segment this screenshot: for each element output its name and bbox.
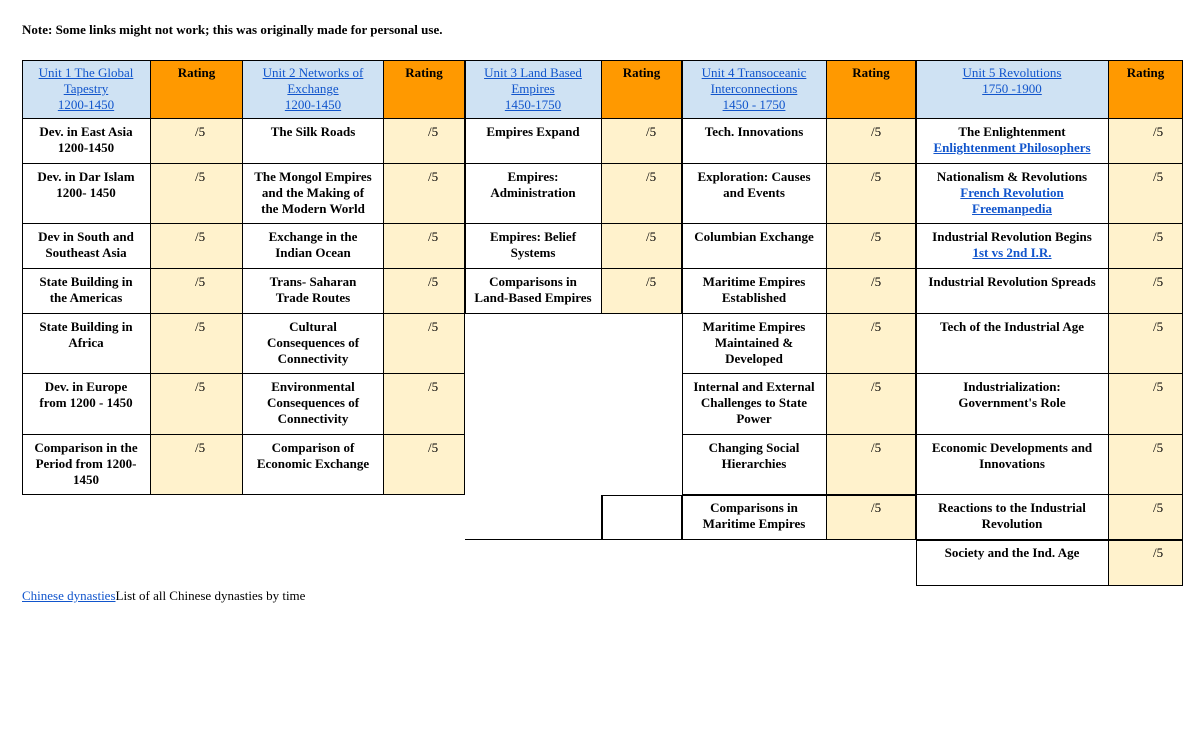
u1-topic-2-line: Dev. in Dar Islam bbox=[37, 169, 135, 184]
u1-topic-1 bbox=[22, 119, 151, 164]
u5-topic-4 bbox=[916, 269, 1109, 314]
u4-topic-5 bbox=[682, 314, 827, 374]
header-unit-2-l1[interactable]: Unit 2 Networks of bbox=[262, 65, 364, 80]
chinese-dynasties-link[interactable]: Chinese dynasties bbox=[22, 588, 116, 603]
u5-topic-title: Industrial Revolution Spreads bbox=[928, 274, 1096, 289]
u5-topic-title2: Government's Role bbox=[958, 395, 1066, 410]
u5-topic-link[interactable]: Freemanpedia bbox=[972, 201, 1052, 216]
footer bbox=[22, 588, 305, 604]
u5-topic-link[interactable]: Enlightenment Philosophers bbox=[933, 140, 1091, 155]
header-unit-4[interactable] bbox=[682, 60, 827, 119]
u1-topic-7-line: Period from 1200- bbox=[35, 456, 137, 471]
u2-topic-5-line: Consequences of bbox=[266, 335, 360, 350]
u1-rating-7[interactable]: /5 bbox=[151, 435, 243, 495]
u4-topic-5-line: Maintained & bbox=[714, 335, 794, 350]
u3-topic-1-line: Empires Expand bbox=[486, 124, 580, 139]
u1-topic-5 bbox=[22, 314, 151, 374]
u3-topic-2-line: Empires: bbox=[507, 169, 559, 184]
u5-topic-title: Tech of the Industrial Age bbox=[940, 319, 1084, 334]
u2-topic-7 bbox=[243, 435, 384, 495]
u2-topic-6 bbox=[243, 374, 384, 435]
u1-topic-6-line: from 1200 - 1450 bbox=[39, 395, 133, 410]
header-unit-1-l2[interactable]: Tapestry bbox=[63, 81, 109, 96]
u2-topic-1-line: The Silk Roads bbox=[270, 124, 356, 139]
u5-topic-title2: Innovations bbox=[979, 456, 1045, 471]
u5-topic-title: Economic Developments and bbox=[931, 440, 1093, 455]
header-unit-5[interactable] bbox=[916, 60, 1109, 119]
u2-topic-6-line: Consequences of bbox=[266, 395, 360, 410]
u4-topic-7-line: Hierarchies bbox=[721, 456, 787, 471]
u3-rating-2[interactable]: /5 bbox=[602, 164, 682, 224]
u5-topic-title: Industrial Revolution Begins bbox=[932, 229, 1092, 244]
u4-rating-3[interactable]: /5 bbox=[827, 224, 916, 269]
u4-topic-6-line: Challenges to State bbox=[700, 395, 808, 410]
header-rating-1: Rating bbox=[151, 60, 243, 119]
u4-topic-5-line: Maritime Empires bbox=[702, 319, 806, 334]
header-unit-2[interactable] bbox=[243, 60, 384, 119]
u5-topic-5 bbox=[916, 314, 1109, 374]
u1-topic-7-line: Comparison in the bbox=[34, 440, 138, 455]
header-rating-4: Rating bbox=[827, 60, 916, 119]
u5-topic-title2: Revolution bbox=[981, 516, 1043, 531]
u2-rating-5[interactable]: /5 bbox=[384, 314, 465, 374]
u2-topic-2-line: the Modern World bbox=[261, 201, 365, 216]
header-rating-2: Rating bbox=[384, 60, 465, 119]
header-unit-3-l3[interactable]: 1450-1750 bbox=[504, 97, 562, 112]
header-unit-2-l2[interactable]: Exchange bbox=[287, 81, 339, 96]
u3-topic-1 bbox=[465, 119, 602, 164]
header-unit-3-l2[interactable]: Empires bbox=[511, 81, 555, 96]
u2-topic-3-line: Exchange in the bbox=[268, 229, 358, 244]
u1-topic-1-line: Dev. in East Asia bbox=[39, 124, 133, 139]
u2-rating-3[interactable]: /5 bbox=[384, 224, 465, 269]
u4-rating-7[interactable]: /5 bbox=[827, 435, 916, 495]
u4-topic-8-line: Maritime Empires bbox=[702, 516, 806, 531]
u2-rating-1[interactable]: /5 bbox=[384, 119, 465, 164]
u2-topic-4-line: Trade Routes bbox=[275, 290, 351, 305]
u2-topic-3-line: Indian Ocean bbox=[275, 245, 351, 260]
header-rating-3: Rating bbox=[602, 60, 682, 119]
u2-rating-6[interactable]: /5 bbox=[384, 374, 465, 435]
u1-topic-2 bbox=[22, 164, 151, 224]
u1-topic-2-line: 1200- 1450 bbox=[56, 185, 116, 200]
u4-topic-6-line: Power bbox=[736, 411, 772, 426]
u3-topic-3-line: Empires: Belief bbox=[489, 229, 577, 244]
u5-topic-title: Industrialization: bbox=[963, 379, 1061, 394]
u3-rating-4[interactable]: /5 bbox=[602, 269, 682, 314]
u2-rating-4[interactable]: /5 bbox=[384, 269, 465, 314]
u5-topic-6 bbox=[916, 374, 1109, 435]
u4-topic-1 bbox=[682, 119, 827, 164]
u5-rating-5[interactable]: /5 bbox=[1109, 314, 1183, 374]
u5-topic-9 bbox=[916, 540, 1109, 586]
page-note: Note: Some links might not work; this was originally made for personal use. bbox=[22, 22, 443, 37]
u5-rating-1[interactable]: /5 bbox=[1109, 119, 1183, 164]
header-unit-4-l3[interactable]: 1450 - 1750 bbox=[722, 97, 786, 112]
u3-topic-3 bbox=[465, 224, 602, 269]
header-unit-1[interactable] bbox=[22, 60, 151, 119]
u3-topic-2-line: Administration bbox=[490, 185, 576, 200]
u4-topic-2-line: Exploration: Causes bbox=[697, 169, 811, 184]
u4-topic-4-line: Established bbox=[721, 290, 787, 305]
u5-topic-link[interactable]: 1st vs 2nd I.R. bbox=[972, 245, 1052, 260]
u3-topic-3-line: Systems bbox=[510, 245, 556, 260]
header-unit-3[interactable] bbox=[465, 60, 602, 119]
u4-rating-6[interactable]: /5 bbox=[827, 374, 916, 435]
u2-rating-2[interactable]: /5 bbox=[384, 164, 465, 224]
u4-rating-1[interactable]: /5 bbox=[827, 119, 916, 164]
u1-topic-4-line: the Americas bbox=[49, 290, 123, 305]
u4-topic-8-line: Comparisons in bbox=[710, 500, 798, 515]
u4-topic-5-line: Developed bbox=[725, 351, 783, 366]
u4-rating-8[interactable]: /5 bbox=[827, 495, 916, 540]
u4-topic-3-line: Columbian Exchange bbox=[694, 229, 814, 244]
u5-topic-title: The Enlightenment bbox=[958, 124, 1066, 139]
u1-topic-3 bbox=[22, 224, 151, 269]
u5-rating-8[interactable]: /5 bbox=[1109, 495, 1183, 540]
u3-topic-2 bbox=[465, 164, 602, 224]
u1-rating-5[interactable]: /5 bbox=[151, 314, 243, 374]
header-unit-4-l1[interactable]: Unit 4 Transoceanic bbox=[701, 65, 807, 80]
u5-topic-7 bbox=[916, 435, 1109, 495]
u5-topic-1 bbox=[916, 119, 1109, 164]
u2-topic-5 bbox=[243, 314, 384, 374]
u3-topic-4-line: Comparisons in bbox=[489, 274, 577, 289]
u5-rating-7[interactable]: /5 bbox=[1109, 435, 1183, 495]
u1-topic-5-line: Africa bbox=[68, 335, 104, 350]
u4-topic-8 bbox=[682, 495, 827, 540]
u2-topic-6-line: Connectivity bbox=[277, 411, 349, 426]
u5-topic-8 bbox=[916, 495, 1109, 540]
u1-topic-4-line: State Building in bbox=[39, 274, 133, 289]
u2-topic-6-line: Environmental bbox=[271, 379, 355, 394]
u1-topic-4 bbox=[22, 269, 151, 314]
u2-topic-2-line: and the Making of bbox=[261, 185, 365, 200]
u2-topic-1 bbox=[243, 119, 384, 164]
u1-topic-7-line: 1450 bbox=[73, 472, 99, 487]
u4-topic-4-line: Maritime Empires bbox=[702, 274, 806, 289]
header-unit-1-l3[interactable]: 1200-1450 bbox=[57, 97, 115, 112]
u2-topic-3 bbox=[243, 224, 384, 269]
u5-topic-title: Reactions to the Industrial bbox=[938, 500, 1086, 515]
u1-topic-5-line: State Building in bbox=[39, 319, 133, 334]
u2-topic-7-line: Comparison of bbox=[271, 440, 355, 455]
u1-topic-6 bbox=[22, 374, 151, 435]
u4-topic-7 bbox=[682, 435, 827, 495]
u5-topic-3 bbox=[916, 224, 1109, 269]
u3-empty-cell bbox=[465, 495, 602, 540]
u2-topic-4-line: Trans- Saharan bbox=[269, 274, 357, 289]
u4-topic-4 bbox=[682, 269, 827, 314]
u1-rating-6[interactable]: /5 bbox=[151, 374, 243, 435]
u4-rating-2[interactable]: /5 bbox=[827, 164, 916, 224]
header-unit-5-l2[interactable]: 1750 -1900 bbox=[982, 81, 1042, 96]
u4-topic-2-line: and Events bbox=[723, 185, 785, 200]
u4-topic-3 bbox=[682, 224, 827, 269]
u5-rating-6[interactable]: /5 bbox=[1109, 374, 1183, 435]
u3-rating-3[interactable]: /5 bbox=[602, 224, 682, 269]
u2-topic-2-line: The Mongol Empires bbox=[254, 169, 372, 184]
u2-topic-5-line: Connectivity bbox=[277, 351, 349, 366]
u5-rating-3[interactable]: /5 bbox=[1109, 224, 1183, 269]
u3-topic-4-line: Land-Based Empires bbox=[474, 290, 592, 305]
u5-rating-2[interactable]: /5 bbox=[1109, 164, 1183, 224]
u2-topic-7-line: Economic Exchange bbox=[256, 456, 370, 471]
u2-topic-4 bbox=[243, 269, 384, 314]
header-unit-2-l3[interactable]: 1200-1450 bbox=[284, 97, 342, 112]
u1-topic-3-line: Dev in South and bbox=[38, 229, 134, 244]
u5-topic-title: Nationalism & Revolutions bbox=[936, 169, 1088, 184]
u5-topic-title: Society and the Ind. Age bbox=[944, 545, 1080, 560]
u1-topic-7 bbox=[22, 435, 151, 495]
u3-rating-1[interactable]: /5 bbox=[602, 119, 682, 164]
u1-topic-6-line: Dev. in Europe bbox=[44, 379, 128, 394]
u1-rating-1[interactable]: /5 bbox=[151, 119, 243, 164]
u4-rating-4[interactable]: /5 bbox=[827, 269, 916, 314]
header-unit-1-l1[interactable]: Unit 1 The Global bbox=[38, 65, 134, 80]
u4-topic-2 bbox=[682, 164, 827, 224]
u1-topic-3-line: Southeast Asia bbox=[45, 245, 127, 260]
u1-rating-2[interactable]: /5 bbox=[151, 164, 243, 224]
header-rating-5: Rating bbox=[1109, 60, 1183, 119]
header-unit-3-l1[interactable]: Unit 3 Land Based bbox=[484, 65, 582, 80]
u4-topic-6-line: Internal and External bbox=[693, 379, 815, 394]
u5-topic-link[interactable]: French Revolution bbox=[960, 185, 1064, 200]
u4-topic-7-line: Changing Social bbox=[708, 440, 800, 455]
u5-topic-2 bbox=[916, 164, 1109, 224]
u1-rating-3[interactable]: /5 bbox=[151, 224, 243, 269]
u5-rating-9[interactable]: /5 bbox=[1109, 540, 1183, 586]
u2-rating-7[interactable]: /5 bbox=[384, 435, 465, 495]
u5-rating-4[interactable]: /5 bbox=[1109, 269, 1183, 314]
header-unit-4-l2[interactable]: Interconnections bbox=[710, 81, 798, 96]
u2-topic-2 bbox=[243, 164, 384, 224]
footer-text: List of all Chinese dynasties by time bbox=[115, 588, 306, 603]
u4-topic-1-line: Tech. Innovations bbox=[704, 124, 804, 139]
u1-topic-1-line: 1200-1450 bbox=[57, 140, 115, 155]
u4-rating-5[interactable]: /5 bbox=[827, 314, 916, 374]
header-unit-5-l1[interactable]: Unit 5 Revolutions bbox=[962, 65, 1062, 80]
u3-empty-rating bbox=[602, 495, 682, 540]
u3-topic-4 bbox=[465, 269, 602, 314]
u1-rating-4[interactable]: /5 bbox=[151, 269, 243, 314]
u2-topic-5-line: Cultural bbox=[289, 319, 337, 334]
u4-topic-6 bbox=[682, 374, 827, 435]
